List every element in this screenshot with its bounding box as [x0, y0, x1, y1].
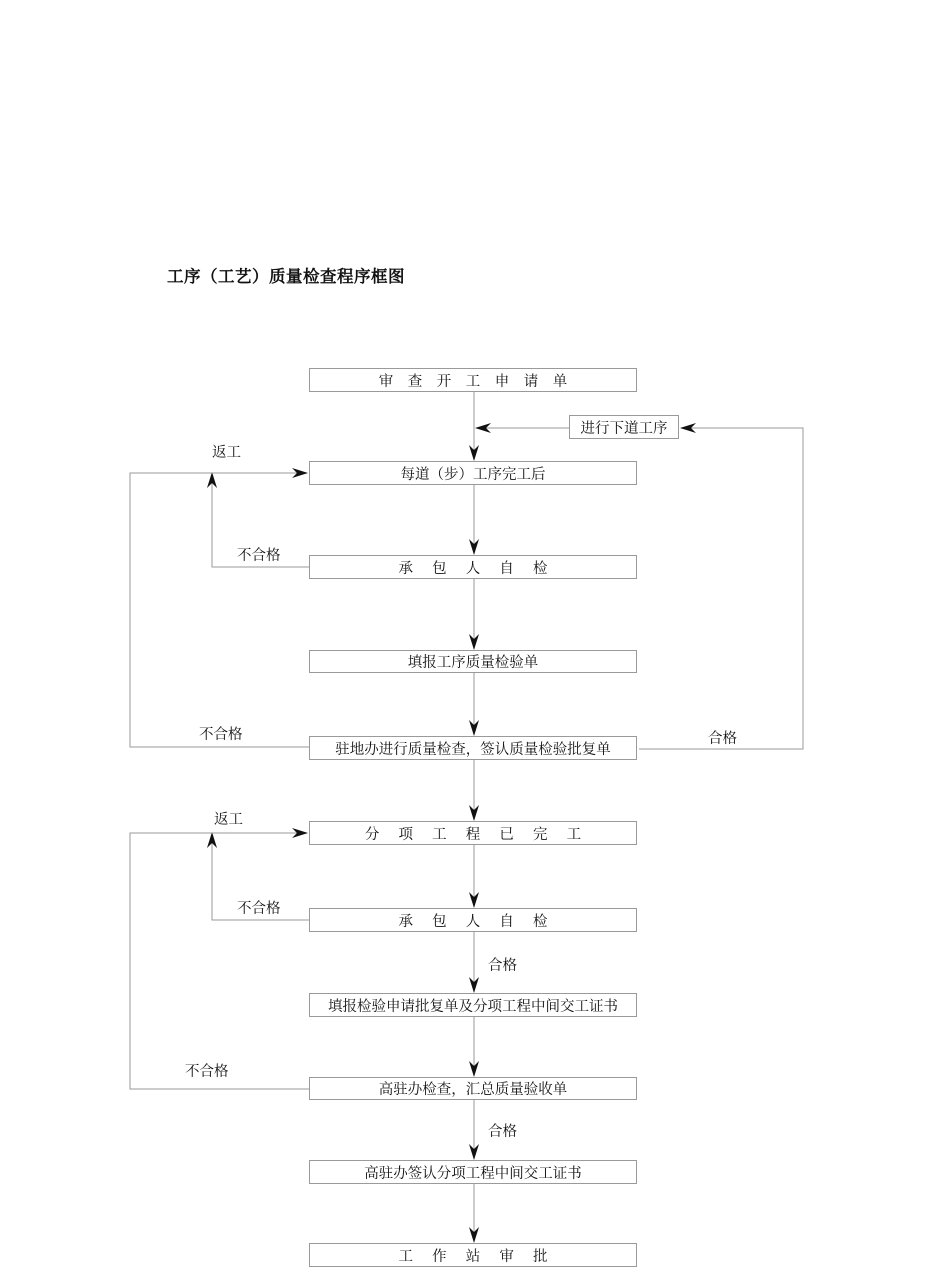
loop-fail-b5: [130, 473, 309, 747]
box-process-finished: 每道（步）工序完工后: [309, 461, 637, 485]
label-fail: 不合格: [237, 901, 281, 917]
label-fail: 不合格: [237, 548, 281, 564]
label-pass: 合格: [488, 1124, 517, 1140]
box-contractor-self-check-2: 承 包 人 自 检: [309, 908, 637, 932]
box-next-process: 进行下道工序: [569, 415, 679, 439]
box-fill-inspection-form: 填报工序质量检验单: [309, 650, 637, 673]
page-title: 工序（工艺）质量检查程序框图: [167, 267, 405, 286]
box-fill-approval-certificate: 填报检验申请批复单及分项工程中间交工证书: [309, 993, 637, 1017]
loop-pass-next: [639, 428, 803, 749]
box-senior-office-check: 高驻办检查，汇总质量验收单: [309, 1077, 637, 1100]
box-resident-office-check: 驻地办进行质量检查，签认质量检验批复单: [309, 736, 637, 760]
label-rework: 返工: [214, 812, 243, 828]
label-pass: 合格: [708, 731, 737, 747]
label-rework: 返工: [212, 445, 241, 461]
label-fail: 不合格: [199, 727, 243, 743]
box-contractor-self-check: 承 包 人 自 检: [309, 555, 637, 579]
label-pass: 合格: [488, 958, 517, 974]
label-fail: 不合格: [185, 1064, 229, 1080]
box-review-start-application: 审 查 开 工 申 请 单: [309, 368, 637, 392]
box-workstation-approval: 工 作 站 审 批: [309, 1243, 637, 1267]
box-senior-office-sign: 高驻办签认分项工程中间交工证书: [309, 1160, 637, 1184]
box-subitem-completed: 分 项 工 程 已 完 工: [309, 821, 637, 845]
loop-fail-b9: [130, 833, 309, 1089]
